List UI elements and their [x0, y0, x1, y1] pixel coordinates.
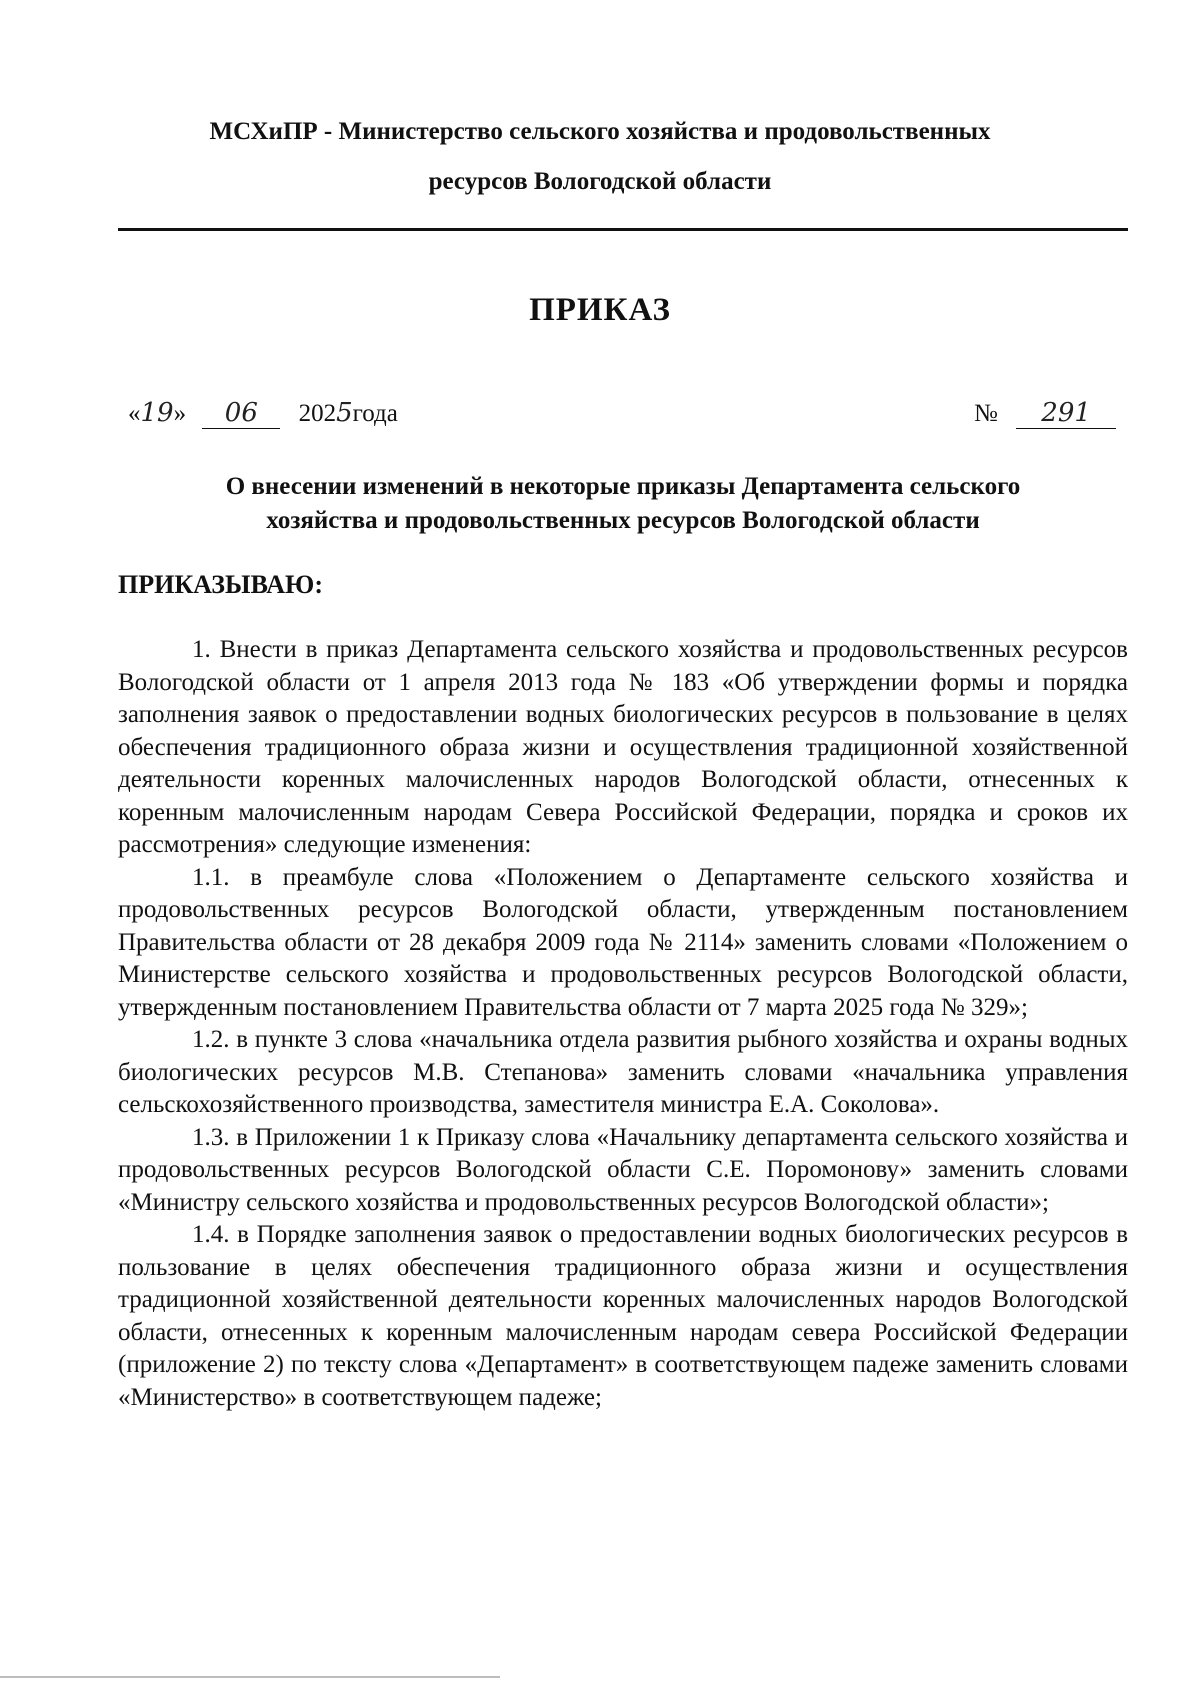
date-month-field — [202, 398, 280, 429]
date-open-quote: « — [128, 400, 141, 427]
ministry-header-line1: МСХиПР - Министерство сельского хозяйства и продовольственных — [209, 118, 991, 145]
scan-edge-line — [0, 1676, 500, 1678]
ministry-header-line2: ресурсов Вологодской области — [428, 168, 772, 195]
order-body — [118, 634, 1128, 1414]
header-divider — [118, 228, 1128, 231]
document-type-title: ПРИКАЗ — [529, 292, 671, 328]
paragraph-1-4: 1.4. в Порядке заполнения заявок о предоставлении водных биологических ресурсов в пользование в целях обеспечения традиционного образа жизни и осуществления традиционной хозяйственной деятельности коренных малочисленных народов Вологодской области, отнесенных к коренным малочисленным народам севера Российской Федерации (приложение 2) по тексту слова «Департамент» в соответствующем падеже заменить словами «Министерство» в соответствующем падеже; — [118, 1221, 1128, 1411]
date-year-suffix: года — [352, 400, 398, 427]
order-directive: ПРИКАЗЫВАЮ: — [118, 570, 323, 599]
order-date — [128, 398, 398, 429]
date-close-quote: » — [173, 400, 187, 427]
order-subject-line1: О внесении изменений в некоторые приказы Департамента сельского — [225, 473, 1021, 500]
order-subject-line2: хозяйства и продовольственных ресурсов Вологодской области — [266, 507, 980, 534]
date-year-prefix: 202 — [298, 400, 337, 427]
paragraph-1-1: 1.1. в преамбуле слова «Положением о Департаменте сельского хозяйства и продовольственных ресурсов Вологодской области, утвержденным постановлением Правительства области от 28 декабря 2009 года № 2114» заменить словами «Положением о Министерстве сельского хозяйства и продовольственных ресурсов Вологодской области, утвержденным постановлением Правительства области от 7 марта 2025 года № 329»; — [118, 863, 1128, 1021]
date-year-digit-handwritten: 5 — [336, 398, 353, 428]
paragraph-1-2: 1.2. в пункте 3 слова «начальника отдела развития рыбного хозяйства и охраны водных биологических ресурсов М.В. Степанова» заменить словами «начальника управления сельскохозяйственного производства, заместителя министра Е.А. Соколова». — [118, 1026, 1128, 1118]
order-subject — [118, 470, 1128, 538]
order-number-field — [1016, 398, 1116, 429]
paragraph-1: 1. Внести в приказ Департамента сельского хозяйства и продовольственных ресурсов Вологодской области от 1 апреля 2013 года № 183 «Об утверждении формы и порядка заполнения заявок о предоставлении водных биологических ресурсов в пользование в целях обеспечения традиционного образа жизни и осуществления традиционной хозяйственной деятельности коренных малочисленных народов Вологодской области, отнесенных к коренным малочисленным народам Севера Российской Федерации, порядка и сроков их рассмотрения» следующие изменения: — [118, 636, 1128, 858]
paragraph-1-3: 1.3. в Приложении 1 к Приказу слова «Начальнику департамента сельского хозяйства и продовольственных ресурсов Вологодской области С.Е. Поромонову» заменить словами «Министру сельского хозяйства и продовольственных ресурсов Вологодской области»; — [118, 1123, 1128, 1216]
number-sign: № — [974, 400, 998, 427]
order-number-handwritten: 291 — [1041, 398, 1091, 428]
order-number — [974, 398, 1116, 429]
date-month-handwritten: 06 — [224, 398, 258, 428]
date-day-handwritten: 19 — [140, 398, 174, 428]
